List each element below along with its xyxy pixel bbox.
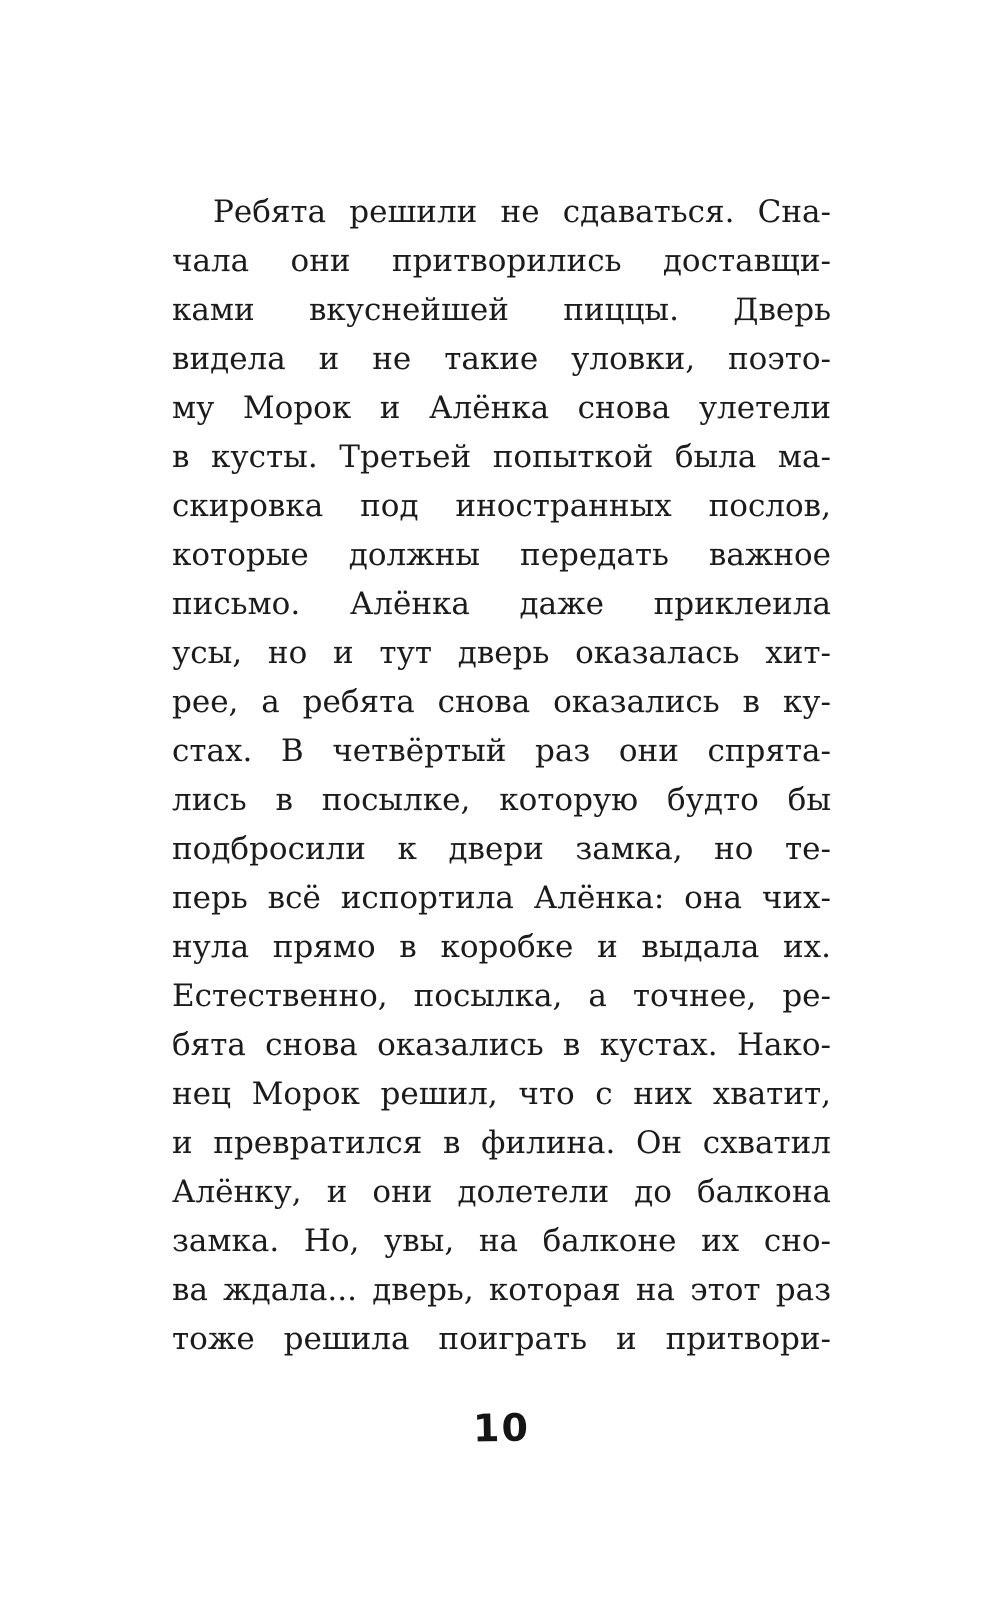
text-line: рее, а ребята снова оказались в ку- (172, 684, 831, 720)
text-line: му Морок и Алёнка снова улетели (172, 390, 831, 426)
text-line: скировка под иностранных послов, (172, 488, 831, 524)
text-line: стах. В четвёртый раз они спрята- (172, 733, 831, 769)
text-line: письмо. Алёнка даже приклеила (172, 586, 831, 622)
text-line: бята снова оказались в кустах. Нако- (172, 1027, 831, 1063)
text-line: и превратился в филина. Он схватил (172, 1125, 831, 1161)
text-line: замка. Но, увы, на балконе их сно- (172, 1223, 831, 1259)
text-line: ва ждала... дверь, которая на этот раз (172, 1272, 831, 1308)
text-line: в кусты. Третьей попыткой была ма- (172, 439, 831, 475)
text-line: нула прямо в коробке и выдала их. (172, 929, 831, 965)
text-line: ками вкуснейшей пиццы. Дверь (172, 292, 831, 328)
text-line: Алёнку, и они долетели до балкона (172, 1174, 831, 1210)
text-line: чала они притворились доставщи- (172, 243, 831, 279)
page-number: 10 (472, 1405, 531, 1451)
text-line: тоже решила поиграть и притвори- (172, 1321, 831, 1357)
text-line: перь всё испортила Алёнка: она чих- (172, 880, 831, 916)
text-line: Ребята решили не сдаваться. Сна- (213, 194, 831, 230)
text-line: нец Морок решил, что с них хватит, (172, 1076, 831, 1112)
text-line: лись в посылке, которую будто бы (172, 782, 831, 818)
paragraph-block (172, 188, 831, 1364)
text-line: видела и не такие уловки, поэто- (172, 341, 831, 377)
text-line: которые должны передать важное (172, 537, 831, 573)
text-line: усы, но и тут дверь оказалась хит- (172, 635, 831, 671)
text-line: подбросили к двери замка, но те- (172, 831, 831, 867)
text-line: Естественно, посылка, а точнее, ре- (172, 978, 831, 1014)
